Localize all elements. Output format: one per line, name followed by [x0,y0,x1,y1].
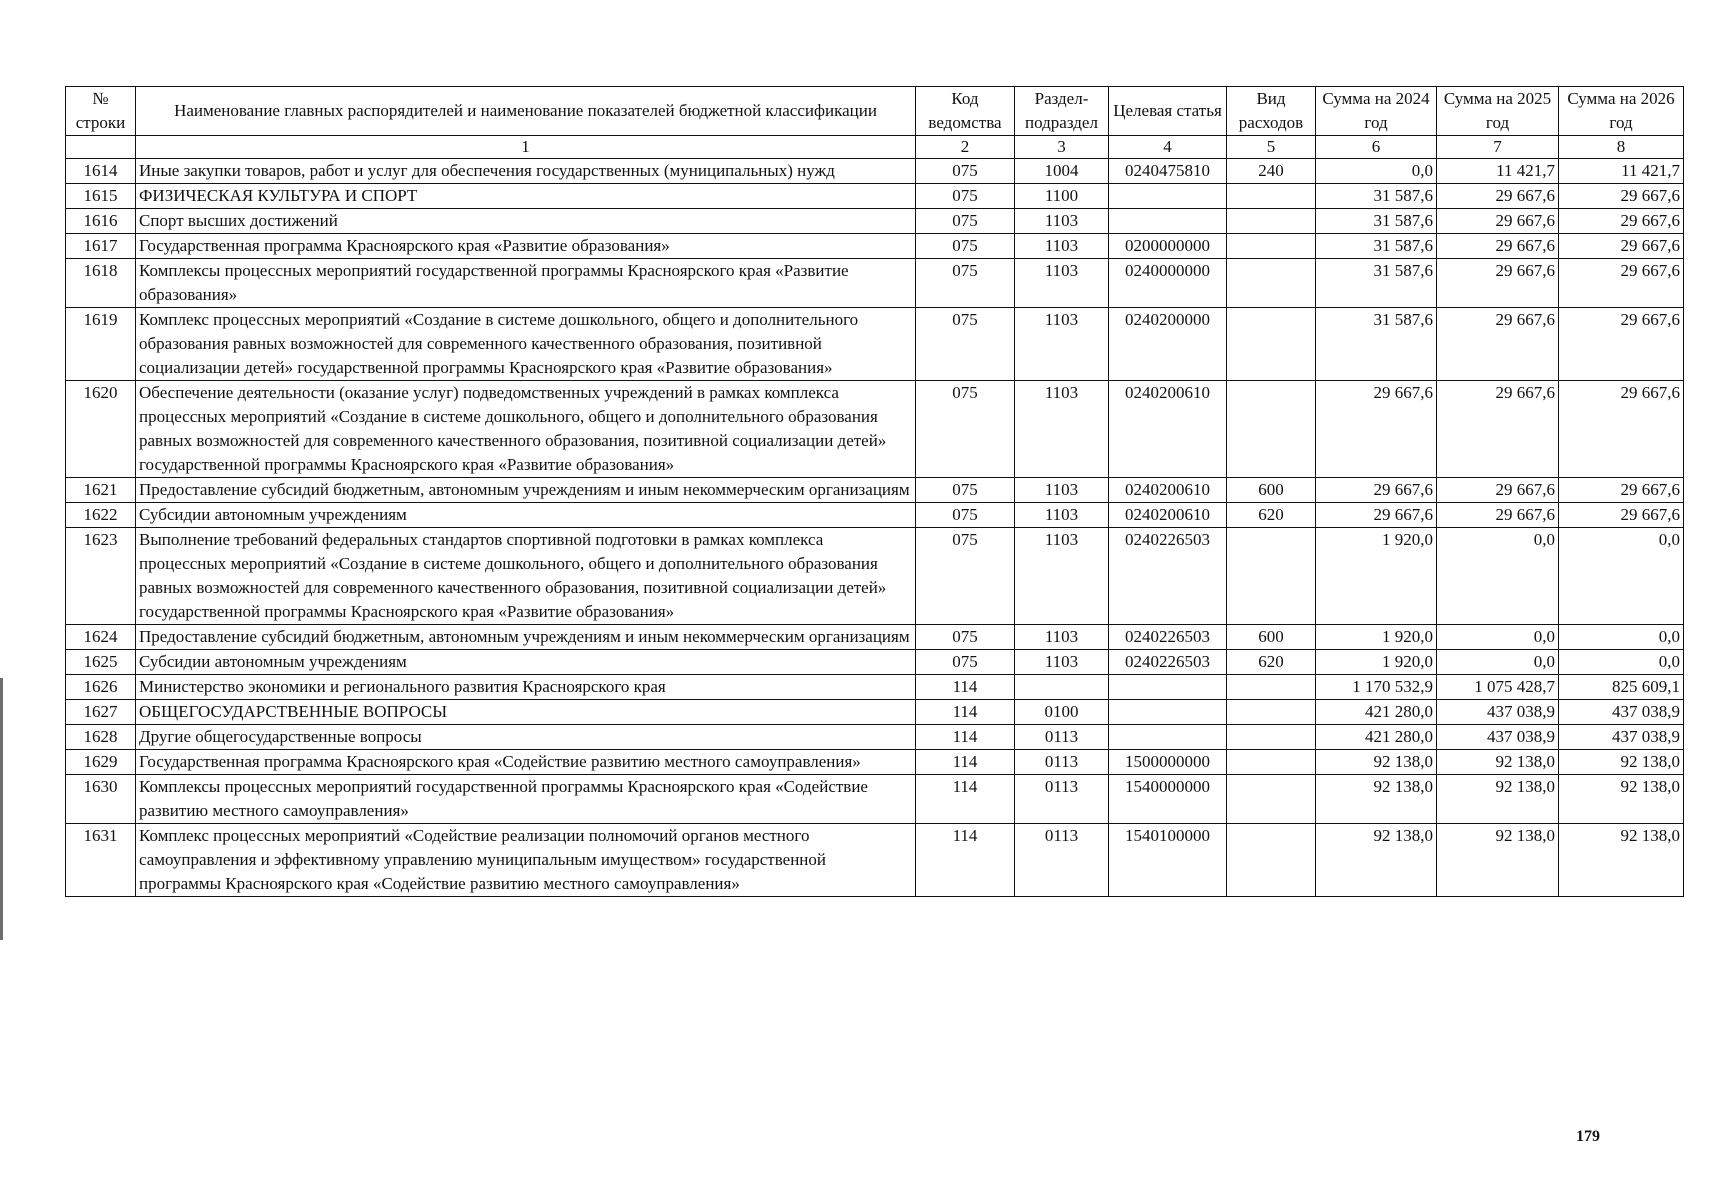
cell-expense-type [1227,234,1316,259]
cell-name: Комплексы процессных мероприятий государственной программы Красноярского края «Развитие образования» [136,259,916,308]
table-row [66,675,1684,700]
cell-row-number: 1625 [66,650,136,675]
cell-section [1015,675,1109,700]
cell-row-number: 1624 [66,625,136,650]
cell-sum-2026: 29 667,6 [1559,209,1684,234]
cell-section: 1103 [1015,259,1109,308]
cell-name: Комплекс процессных мероприятий «Создание в системе дошкольного, общего и дополнительного образования равных возможностей для современного качественного образования, позитивной социализации детей» государственной программы Красноярского края «Развитие образования» [136,308,916,381]
cell-row-number: 1618 [66,259,136,308]
cell-sum-2026: 29 667,6 [1559,184,1684,209]
cell-sum-2026: 0,0 [1559,650,1684,675]
page-number: 179 [1576,1128,1600,1145]
cell-sum-2024: 1 920,0 [1316,650,1437,675]
cell-expense-type: 600 [1227,625,1316,650]
cell-row-number: 1622 [66,503,136,528]
cell-sum-2026: 29 667,6 [1559,478,1684,503]
cell-name: Спорт высших достижений [136,209,916,234]
cell-sum-2024: 31 587,6 [1316,184,1437,209]
cell-expense-type [1227,750,1316,775]
cell-dept-code: 075 [916,159,1015,184]
cell-sum-2026: 11 421,7 [1559,159,1684,184]
cell-row-number: 1616 [66,209,136,234]
cell-row-number: 1627 [66,700,136,725]
cell-sum-2026: 92 138,0 [1559,775,1684,824]
cell-target-article [1109,725,1227,750]
cell-section: 1103 [1015,503,1109,528]
column-number: 3 [1015,136,1109,159]
cell-dept-code: 075 [916,625,1015,650]
cell-target-article: 0240475810 [1109,159,1227,184]
cell-sum-2026: 92 138,0 [1559,824,1684,897]
cell-expense-type [1227,308,1316,381]
cell-target-article: 0240000000 [1109,259,1227,308]
cell-sum-2026: 0,0 [1559,625,1684,650]
table-row [66,625,1684,650]
cell-sum-2026: 29 667,6 [1559,308,1684,381]
cell-section: 1103 [1015,625,1109,650]
cell-sum-2024: 29 667,6 [1316,478,1437,503]
header-sum-2026: Сумма на 2026 год [1559,87,1684,136]
cell-expense-type [1227,209,1316,234]
cell-dept-code: 075 [916,381,1015,478]
column-number: 7 [1437,136,1559,159]
cell-sum-2025: 92 138,0 [1437,775,1559,824]
cell-dept-code: 114 [916,700,1015,725]
cell-sum-2024: 421 280,0 [1316,725,1437,750]
cell-sum-2026: 437 038,9 [1559,725,1684,750]
cell-dept-code: 114 [916,725,1015,750]
cell-expense-type [1227,725,1316,750]
table-row [66,528,1684,625]
cell-target-article: 0240226503 [1109,625,1227,650]
cell-sum-2025: 29 667,6 [1437,234,1559,259]
cell-target-article: 0240226503 [1109,650,1227,675]
table-row [66,650,1684,675]
cell-section: 0113 [1015,824,1109,897]
table-row [66,775,1684,824]
cell-sum-2025: 29 667,6 [1437,209,1559,234]
cell-sum-2024: 1 170 532,9 [1316,675,1437,700]
cell-dept-code: 075 [916,184,1015,209]
header-expense-type: Вид расходов [1227,87,1316,136]
cell-expense-type [1227,775,1316,824]
cell-sum-2025: 1 075 428,7 [1437,675,1559,700]
cell-dept-code: 075 [916,209,1015,234]
cell-name: Государственная программа Красноярского края «Развитие образования» [136,234,916,259]
cell-sum-2024: 1 920,0 [1316,528,1437,625]
cell-dept-code: 075 [916,308,1015,381]
cell-sum-2025: 92 138,0 [1437,824,1559,897]
cell-sum-2024: 31 587,6 [1316,259,1437,308]
cell-sum-2025: 437 038,9 [1437,725,1559,750]
cell-sum-2024: 31 587,6 [1316,308,1437,381]
cell-target-article: 1540100000 [1109,824,1227,897]
cell-row-number: 1626 [66,675,136,700]
cell-dept-code: 075 [916,259,1015,308]
table-row [66,503,1684,528]
cell-dept-code: 075 [916,503,1015,528]
cell-expense-type: 600 [1227,478,1316,503]
cell-dept-code: 114 [916,775,1015,824]
table-row [66,381,1684,478]
column-number: 8 [1559,136,1684,159]
cell-dept-code: 075 [916,234,1015,259]
cell-name: Комплекс процессных мероприятий «Содействие реализации полномочий органов местного самоуправления и эффективному управлению муниципальным имуществом» государственной программы Красноярского края «Содействие развитию местного самоуправления» [136,824,916,897]
cell-target-article [1109,184,1227,209]
cell-sum-2025: 0,0 [1437,528,1559,625]
cell-row-number: 1631 [66,824,136,897]
cell-expense-type [1227,675,1316,700]
cell-row-number: 1623 [66,528,136,625]
column-number: 4 [1109,136,1227,159]
cell-section: 1103 [1015,528,1109,625]
cell-sum-2026: 825 609,1 [1559,675,1684,700]
cell-target-article: 0240200610 [1109,478,1227,503]
cell-sum-2024: 31 587,6 [1316,234,1437,259]
cell-section: 1103 [1015,381,1109,478]
header-sum-2024: Сумма на 2024 год [1316,87,1437,136]
table-body [66,159,1684,897]
header-target-article: Целевая статья [1109,87,1227,136]
cell-section: 1004 [1015,159,1109,184]
cell-expense-type [1227,184,1316,209]
header-dept-code: Код ведомства [916,87,1015,136]
cell-sum-2024: 92 138,0 [1316,824,1437,897]
column-number: 1 [136,136,916,159]
table-row [66,159,1684,184]
cell-sum-2025: 29 667,6 [1437,503,1559,528]
cell-row-number: 1629 [66,750,136,775]
header-name: Наименование главных распорядителей и наименование показателей бюджетной классификации [136,87,916,136]
cell-dept-code: 075 [916,650,1015,675]
cell-row-number: 1615 [66,184,136,209]
header-section: Раздел-подраздел [1015,87,1109,136]
cell-name: Другие общегосударственные вопросы [136,725,916,750]
cell-row-number: 1621 [66,478,136,503]
cell-sum-2025: 29 667,6 [1437,308,1559,381]
cell-section: 0113 [1015,775,1109,824]
cell-row-number: 1617 [66,234,136,259]
cell-section: 0113 [1015,725,1109,750]
header-row [66,87,1684,136]
cell-sum-2026: 29 667,6 [1559,381,1684,478]
cell-expense-type [1227,824,1316,897]
cell-target-article: 1540000000 [1109,775,1227,824]
cell-name: Обеспечение деятельности (оказание услуг) подведомственных учреждений в рамках комплекса процессных мероприятий «Создание в системе дошкольного, общего и дополнительного образования равных возможностей для современного качественного образования, позитивной социализации детей» государственной программы Красноярского края «Развитие образования» [136,381,916,478]
cell-sum-2025: 0,0 [1437,650,1559,675]
cell-dept-code: 075 [916,528,1015,625]
cell-sum-2026: 29 667,6 [1559,503,1684,528]
cell-target-article: 0240200000 [1109,308,1227,381]
cell-section: 1100 [1015,184,1109,209]
header-sum-2025: Сумма на 2025 год [1437,87,1559,136]
cell-dept-code: 114 [916,824,1015,897]
cell-section: 1103 [1015,478,1109,503]
cell-target-article: 0200000000 [1109,234,1227,259]
cell-name: ОБЩЕГОСУДАРСТВЕННЫЕ ВОПРОСЫ [136,700,916,725]
cell-expense-type [1227,381,1316,478]
cell-row-number: 1628 [66,725,136,750]
table-row [66,259,1684,308]
cell-target-article [1109,675,1227,700]
cell-sum-2024: 92 138,0 [1316,750,1437,775]
cell-dept-code: 075 [916,478,1015,503]
cell-target-article: 1500000000 [1109,750,1227,775]
table-row [66,750,1684,775]
cell-dept-code: 114 [916,675,1015,700]
budget-table [65,86,1684,897]
cell-expense-type: 620 [1227,503,1316,528]
cell-target-article [1109,209,1227,234]
cell-sum-2026: 29 667,6 [1559,259,1684,308]
cell-sum-2025: 29 667,6 [1437,184,1559,209]
cell-sum-2025: 29 667,6 [1437,259,1559,308]
cell-name: Субсидии автономным учреждениям [136,650,916,675]
cell-target-article: 0240200610 [1109,503,1227,528]
cell-expense-type [1227,528,1316,625]
column-number: 5 [1227,136,1316,159]
table-row [66,308,1684,381]
cell-section: 0113 [1015,750,1109,775]
cell-section: 1103 [1015,650,1109,675]
column-number-row [66,136,1684,159]
table-header [66,87,1684,159]
cell-target-article [1109,700,1227,725]
cell-expense-type [1227,700,1316,725]
cell-sum-2026: 0,0 [1559,528,1684,625]
cell-section: 1103 [1015,234,1109,259]
cell-sum-2025: 11 421,7 [1437,159,1559,184]
cell-sum-2024: 421 280,0 [1316,700,1437,725]
cell-name: Субсидии автономным учреждениям [136,503,916,528]
cell-target-article: 0240200610 [1109,381,1227,478]
cell-row-number: 1619 [66,308,136,381]
cell-sum-2024: 92 138,0 [1316,775,1437,824]
table-row [66,478,1684,503]
cell-dept-code: 114 [916,750,1015,775]
cell-section: 0100 [1015,700,1109,725]
cell-sum-2024: 0,0 [1316,159,1437,184]
cell-name: Министерство экономики и регионального развития Красноярского края [136,675,916,700]
cell-name: Комплексы процессных мероприятий государственной программы Красноярского края «Содействие развитию местного самоуправления» [136,775,916,824]
cell-sum-2025: 29 667,6 [1437,381,1559,478]
header-row-number: № строки [66,87,136,136]
cell-name: Выполнение требований федеральных стандартов спортивной подготовки в рамках комплекса процессных мероприятий «Создание в системе дошкольного, общего и дополнительного образования равных возможностей для современного качественного образования, позитивной социализации детей» государственной программы Красноярского края «Развитие образования» [136,528,916,625]
cell-name: Предоставление субсидий бюджетным, автономным учреждениям и иным некоммерческим организациям [136,478,916,503]
cell-expense-type: 240 [1227,159,1316,184]
cell-target-article: 0240226503 [1109,528,1227,625]
cell-sum-2025: 92 138,0 [1437,750,1559,775]
cell-expense-type: 620 [1227,650,1316,675]
table-row [66,184,1684,209]
column-number [66,136,136,159]
cell-sum-2024: 31 587,6 [1316,209,1437,234]
cell-expense-type [1227,259,1316,308]
cell-section: 1103 [1015,308,1109,381]
cell-sum-2025: 29 667,6 [1437,478,1559,503]
cell-sum-2024: 29 667,6 [1316,503,1437,528]
column-number: 6 [1316,136,1437,159]
cell-sum-2024: 1 920,0 [1316,625,1437,650]
table-row [66,725,1684,750]
cell-row-number: 1614 [66,159,136,184]
cell-sum-2025: 0,0 [1437,625,1559,650]
column-number: 2 [916,136,1015,159]
cell-section: 1103 [1015,209,1109,234]
cell-sum-2024: 29 667,6 [1316,381,1437,478]
cell-row-number: 1630 [66,775,136,824]
table-row [66,824,1684,897]
cell-sum-2025: 437 038,9 [1437,700,1559,725]
scan-edge-mark [0,678,3,940]
cell-row-number: 1620 [66,381,136,478]
cell-sum-2026: 437 038,9 [1559,700,1684,725]
cell-name: Государственная программа Красноярского края «Содействие развитию местного самоуправления» [136,750,916,775]
table-row [66,234,1684,259]
cell-name: Предоставление субсидий бюджетным, автономным учреждениям и иным некоммерческим организациям [136,625,916,650]
cell-sum-2026: 92 138,0 [1559,750,1684,775]
table-row [66,700,1684,725]
cell-sum-2026: 29 667,6 [1559,234,1684,259]
table-row [66,209,1684,234]
cell-name: ФИЗИЧЕСКАЯ КУЛЬТУРА И СПОРТ [136,184,916,209]
cell-name: Иные закупки товаров, работ и услуг для обеспечения государственных (муниципальных) нужд [136,159,916,184]
